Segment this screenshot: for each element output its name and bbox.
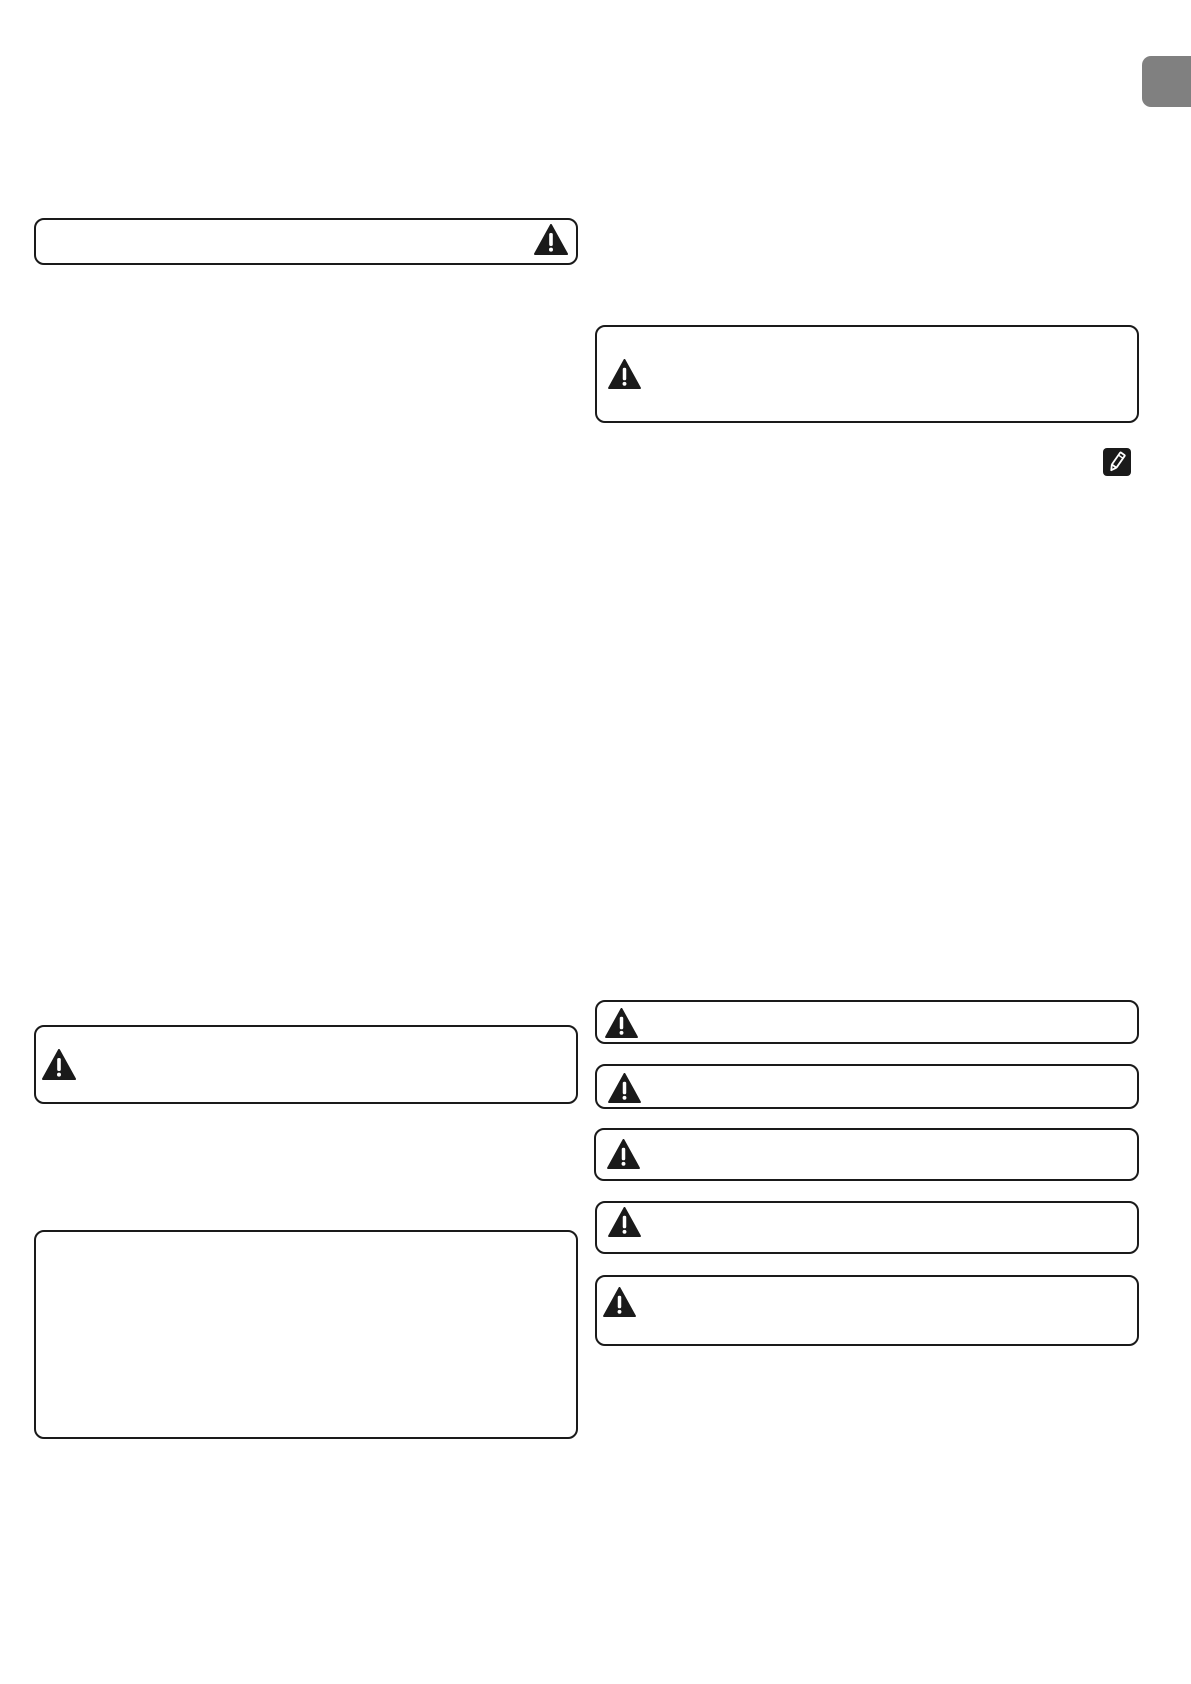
- warning-triangle-icon: [608, 1073, 641, 1103]
- warning-triangle-icon: [534, 224, 568, 255]
- warning-triangle-icon: [608, 1207, 641, 1237]
- warning-triangle-icon: [607, 1139, 640, 1169]
- pencil-note-icon: [1103, 448, 1131, 476]
- warning-triangle-icon: [608, 359, 641, 389]
- warning-box-right-3: [594, 1128, 1139, 1181]
- warning-box-top-left: [34, 218, 578, 265]
- section-edge-tab: [1142, 56, 1191, 107]
- warning-box-top-right: [595, 325, 1139, 423]
- warning-box-right-2: [595, 1064, 1139, 1109]
- warning-box-middle-left: [34, 1025, 578, 1104]
- warning-box-right-1: [595, 1000, 1139, 1044]
- warning-triangle-icon: [42, 1049, 76, 1080]
- warning-triangle-icon: [605, 1008, 638, 1038]
- notice-box-large-left: [34, 1230, 578, 1439]
- warning-box-right-4: [595, 1201, 1139, 1254]
- warning-triangle-icon: [603, 1287, 636, 1317]
- warning-box-right-5: [595, 1275, 1139, 1346]
